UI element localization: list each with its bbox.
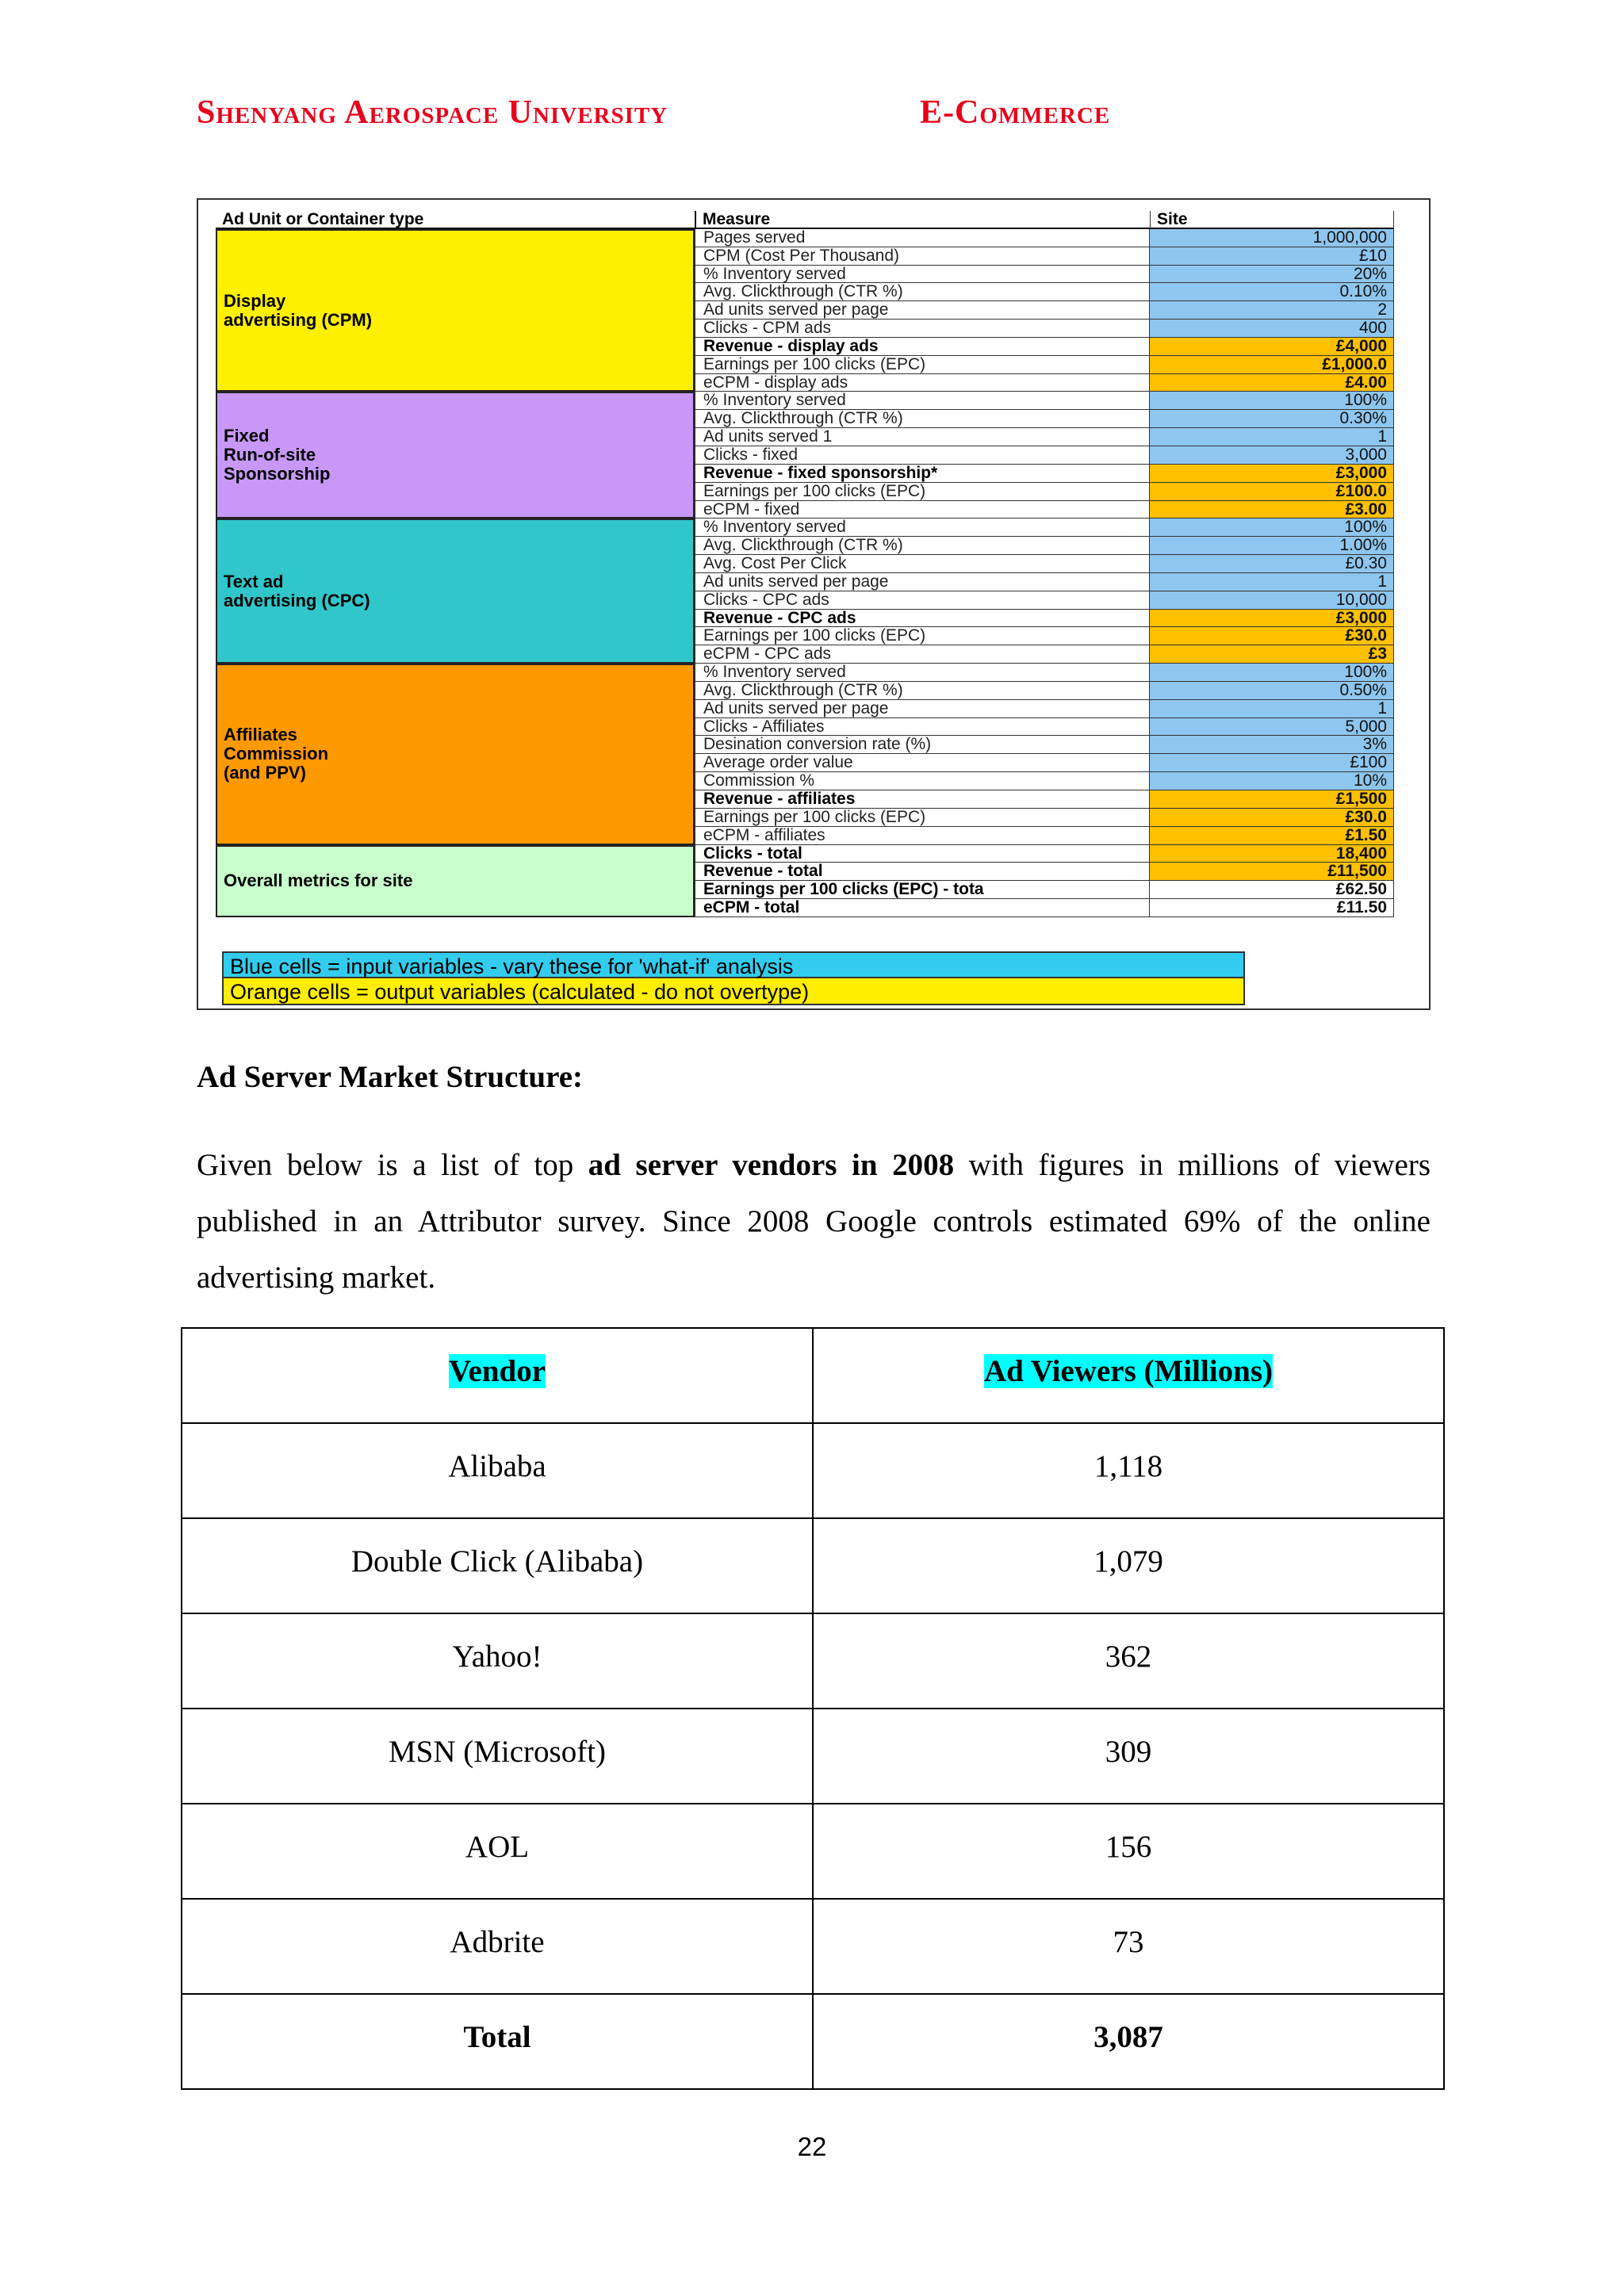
site-value-cell: £3 bbox=[1150, 645, 1394, 664]
paragraph-text-1: Given below is a list of top bbox=[197, 1148, 588, 1182]
site-value-cell: £0.30 bbox=[1150, 555, 1394, 573]
measure-cell: Clicks - total bbox=[695, 845, 1150, 863]
measure-cell: % Inventory served bbox=[695, 266, 1150, 284]
header-subject: E-Commerce bbox=[920, 94, 1111, 131]
paragraph-text-2: with figures in millions of viewers published in an Attributor survey. Since 2008 Google controls estimated 69% of the online advertising market. bbox=[197, 1148, 1431, 1295]
header-viewers-label: Ad Viewers (Millions) bbox=[984, 1353, 1273, 1388]
site-value-cell: 1 bbox=[1150, 700, 1394, 718]
measure-cell: Ad units served 1 bbox=[695, 428, 1150, 446]
ad-metrics-table bbox=[216, 211, 1394, 917]
legend-input: Blue cells = input variables - vary these for 'what-if' analysis bbox=[222, 951, 1245, 978]
measure-cell: Avg. Cost Per Click bbox=[695, 555, 1150, 573]
site-value-cell: 0.30% bbox=[1150, 410, 1394, 428]
intro-paragraph bbox=[197, 1137, 1431, 1306]
viewers-cell: 309 bbox=[813, 1709, 1444, 1804]
measure-cell: Avg. Clickthrough (CTR %) bbox=[695, 682, 1150, 700]
measure-cell: Average order value bbox=[695, 754, 1150, 772]
viewers-cell: 362 bbox=[813, 1613, 1444, 1709]
viewers-cell: 156 bbox=[813, 1804, 1444, 1899]
site-value-cell: £1,500 bbox=[1150, 790, 1394, 809]
measure-cell: Ad units served per page bbox=[695, 301, 1150, 320]
measure-cell: Avg. Clickthrough (CTR %) bbox=[695, 410, 1150, 428]
site-value-cell: £62.50 bbox=[1150, 881, 1394, 899]
group-label: Overall metrics for site bbox=[216, 845, 695, 917]
measure-cell: Ad units served per page bbox=[695, 573, 1150, 591]
measure-cell: Revenue - total bbox=[695, 863, 1150, 881]
site-value-cell: £3,000 bbox=[1150, 610, 1394, 628]
site-value-cell: £3.00 bbox=[1150, 501, 1394, 519]
site-value-cell: 400 bbox=[1150, 320, 1394, 338]
measure-cell: Ad units served per page bbox=[695, 700, 1150, 718]
site-value-cell: 100% bbox=[1150, 392, 1394, 410]
site-value-cell: 100% bbox=[1150, 519, 1394, 537]
table-row bbox=[182, 1709, 1444, 1804]
header-vendor-label: Vendor bbox=[448, 1353, 546, 1388]
measure-cell: Earnings per 100 clicks (EPC) - tota bbox=[695, 881, 1150, 899]
site-value-cell: 1,000,000 bbox=[1150, 229, 1394, 247]
measure-cell: Avg. Clickthrough (CTR %) bbox=[695, 537, 1150, 555]
header-viewers bbox=[813, 1328, 1444, 1423]
site-value-cell: 5,000 bbox=[1150, 718, 1394, 737]
site-value-cell: 0.50% bbox=[1150, 682, 1394, 700]
measure-cell: eCPM - affiliates bbox=[695, 827, 1150, 845]
measure-cell: eCPM - display ads bbox=[695, 374, 1150, 392]
vendor-name-cell: Yahoo! bbox=[182, 1613, 813, 1709]
site-value-cell: 2 bbox=[1150, 301, 1394, 320]
measure-cell: eCPM - total bbox=[695, 899, 1150, 917]
table-row bbox=[182, 1899, 1444, 1994]
measure-cell: CPM (Cost Per Thousand) bbox=[695, 247, 1150, 266]
measure-cell: Clicks - Affiliates bbox=[695, 718, 1150, 737]
viewers-cell: 1,118 bbox=[813, 1423, 1444, 1518]
measure-cell: Clicks - CPC ads bbox=[695, 591, 1150, 610]
measure-cell: Desination conversion rate (%) bbox=[695, 736, 1150, 754]
site-value-cell: £4,000 bbox=[1150, 338, 1394, 356]
measure-cell: % Inventory served bbox=[695, 392, 1150, 410]
measure-cell: Revenue - fixed sponsorship* bbox=[695, 465, 1150, 483]
vendor-name-cell: Adbrite bbox=[182, 1899, 813, 1994]
site-value-cell: £30.0 bbox=[1150, 627, 1394, 645]
measure-cell: Earnings per 100 clicks (EPC) bbox=[695, 627, 1150, 645]
page-number: 22 bbox=[797, 2132, 827, 2161]
table-row bbox=[182, 1423, 1444, 1518]
measure-cell: Clicks - fixed bbox=[695, 446, 1150, 465]
viewers-cell: 1,079 bbox=[813, 1518, 1444, 1613]
col-header-measure: Measure bbox=[695, 211, 1150, 229]
vendor-name-cell: Total bbox=[182, 1994, 813, 2089]
figure-legend bbox=[222, 951, 1245, 1005]
site-value-cell: £100 bbox=[1150, 754, 1394, 772]
paragraph-bold: ad server vendors in 2008 bbox=[588, 1148, 955, 1182]
site-value-cell: 10% bbox=[1150, 772, 1394, 790]
site-value-cell: £4.00 bbox=[1150, 374, 1394, 392]
site-value-cell: £11,500 bbox=[1150, 863, 1394, 881]
site-value-cell: 10,000 bbox=[1150, 591, 1394, 610]
col-header-unit: Ad Unit or Container type bbox=[216, 211, 695, 229]
group-label: Affiliates Commission (and PPV) bbox=[216, 664, 695, 844]
site-value-cell: 18,400 bbox=[1150, 845, 1394, 863]
measure-cell: % Inventory served bbox=[695, 519, 1150, 537]
site-value-cell: 3% bbox=[1150, 736, 1394, 754]
vendor-name-cell: MSN (Microsoft) bbox=[182, 1709, 813, 1804]
site-value-cell: £1,000.0 bbox=[1150, 356, 1394, 374]
site-value-cell: 100% bbox=[1150, 664, 1394, 682]
measure-cell: eCPM - fixed bbox=[695, 501, 1150, 519]
measure-cell: Pages served bbox=[695, 229, 1150, 247]
site-value-cell: 1 bbox=[1150, 573, 1394, 591]
header-university: Shenyang Aerospace University bbox=[197, 94, 668, 131]
viewers-cell: 3,087 bbox=[813, 1994, 1444, 2089]
measure-cell: Avg. Clickthrough (CTR %) bbox=[695, 283, 1150, 301]
measure-cell: Revenue - CPC ads bbox=[695, 610, 1150, 628]
measure-cell: eCPM - CPC ads bbox=[695, 645, 1150, 664]
viewers-cell: 73 bbox=[813, 1899, 1444, 1994]
ad-metrics-figure bbox=[197, 198, 1431, 1010]
measure-cell: Earnings per 100 clicks (EPC) bbox=[695, 809, 1150, 827]
site-value-cell: £100.0 bbox=[1150, 483, 1394, 501]
vendor-name-cell: Alibaba bbox=[182, 1423, 813, 1518]
col-header-site: Site bbox=[1150, 211, 1394, 229]
measure-cell: Revenue - display ads bbox=[695, 338, 1150, 356]
group-label: Fixed Run-of-site Sponsorship bbox=[216, 392, 695, 519]
table-row bbox=[182, 1613, 1444, 1709]
site-value-cell: £3,000 bbox=[1150, 465, 1394, 483]
table-row bbox=[182, 1518, 1444, 1613]
legend-output: Orange cells = output variables (calculated - do not overtype) bbox=[222, 978, 1245, 1005]
group-label: Text ad advertising (CPC) bbox=[216, 519, 695, 664]
measure-cell: Revenue - affiliates bbox=[695, 790, 1150, 809]
site-value-cell: £11.50 bbox=[1150, 899, 1394, 917]
total-row bbox=[182, 1994, 1444, 2089]
measure-cell: Earnings per 100 clicks (EPC) bbox=[695, 356, 1150, 374]
header-vendor bbox=[182, 1328, 813, 1423]
vendor-name-cell: AOL bbox=[182, 1804, 813, 1899]
site-value-cell: £10 bbox=[1150, 247, 1394, 266]
measure-cell: Commission % bbox=[695, 772, 1150, 790]
site-value-cell: 20% bbox=[1150, 266, 1394, 284]
site-value-cell: £1.50 bbox=[1150, 827, 1394, 845]
table-header-row bbox=[182, 1328, 1444, 1423]
site-value-cell: 1.00% bbox=[1150, 537, 1394, 555]
measure-cell: Clicks - CPM ads bbox=[695, 320, 1150, 338]
measure-cell: % Inventory served bbox=[695, 664, 1150, 682]
vendor-table bbox=[181, 1327, 1445, 2090]
site-value-cell: 1 bbox=[1150, 428, 1394, 446]
site-value-cell: 0.10% bbox=[1150, 283, 1394, 301]
measure-cell: Earnings per 100 clicks (EPC) bbox=[695, 483, 1150, 501]
section-title: Ad Server Market Structure: bbox=[197, 1060, 584, 1094]
site-value-cell: 3,000 bbox=[1150, 446, 1394, 465]
vendor-name-cell: Double Click (Alibaba) bbox=[182, 1518, 813, 1613]
group-label: Display advertising (CPM) bbox=[216, 229, 695, 392]
table-row bbox=[182, 1804, 1444, 1899]
site-value-cell: £30.0 bbox=[1150, 809, 1394, 827]
